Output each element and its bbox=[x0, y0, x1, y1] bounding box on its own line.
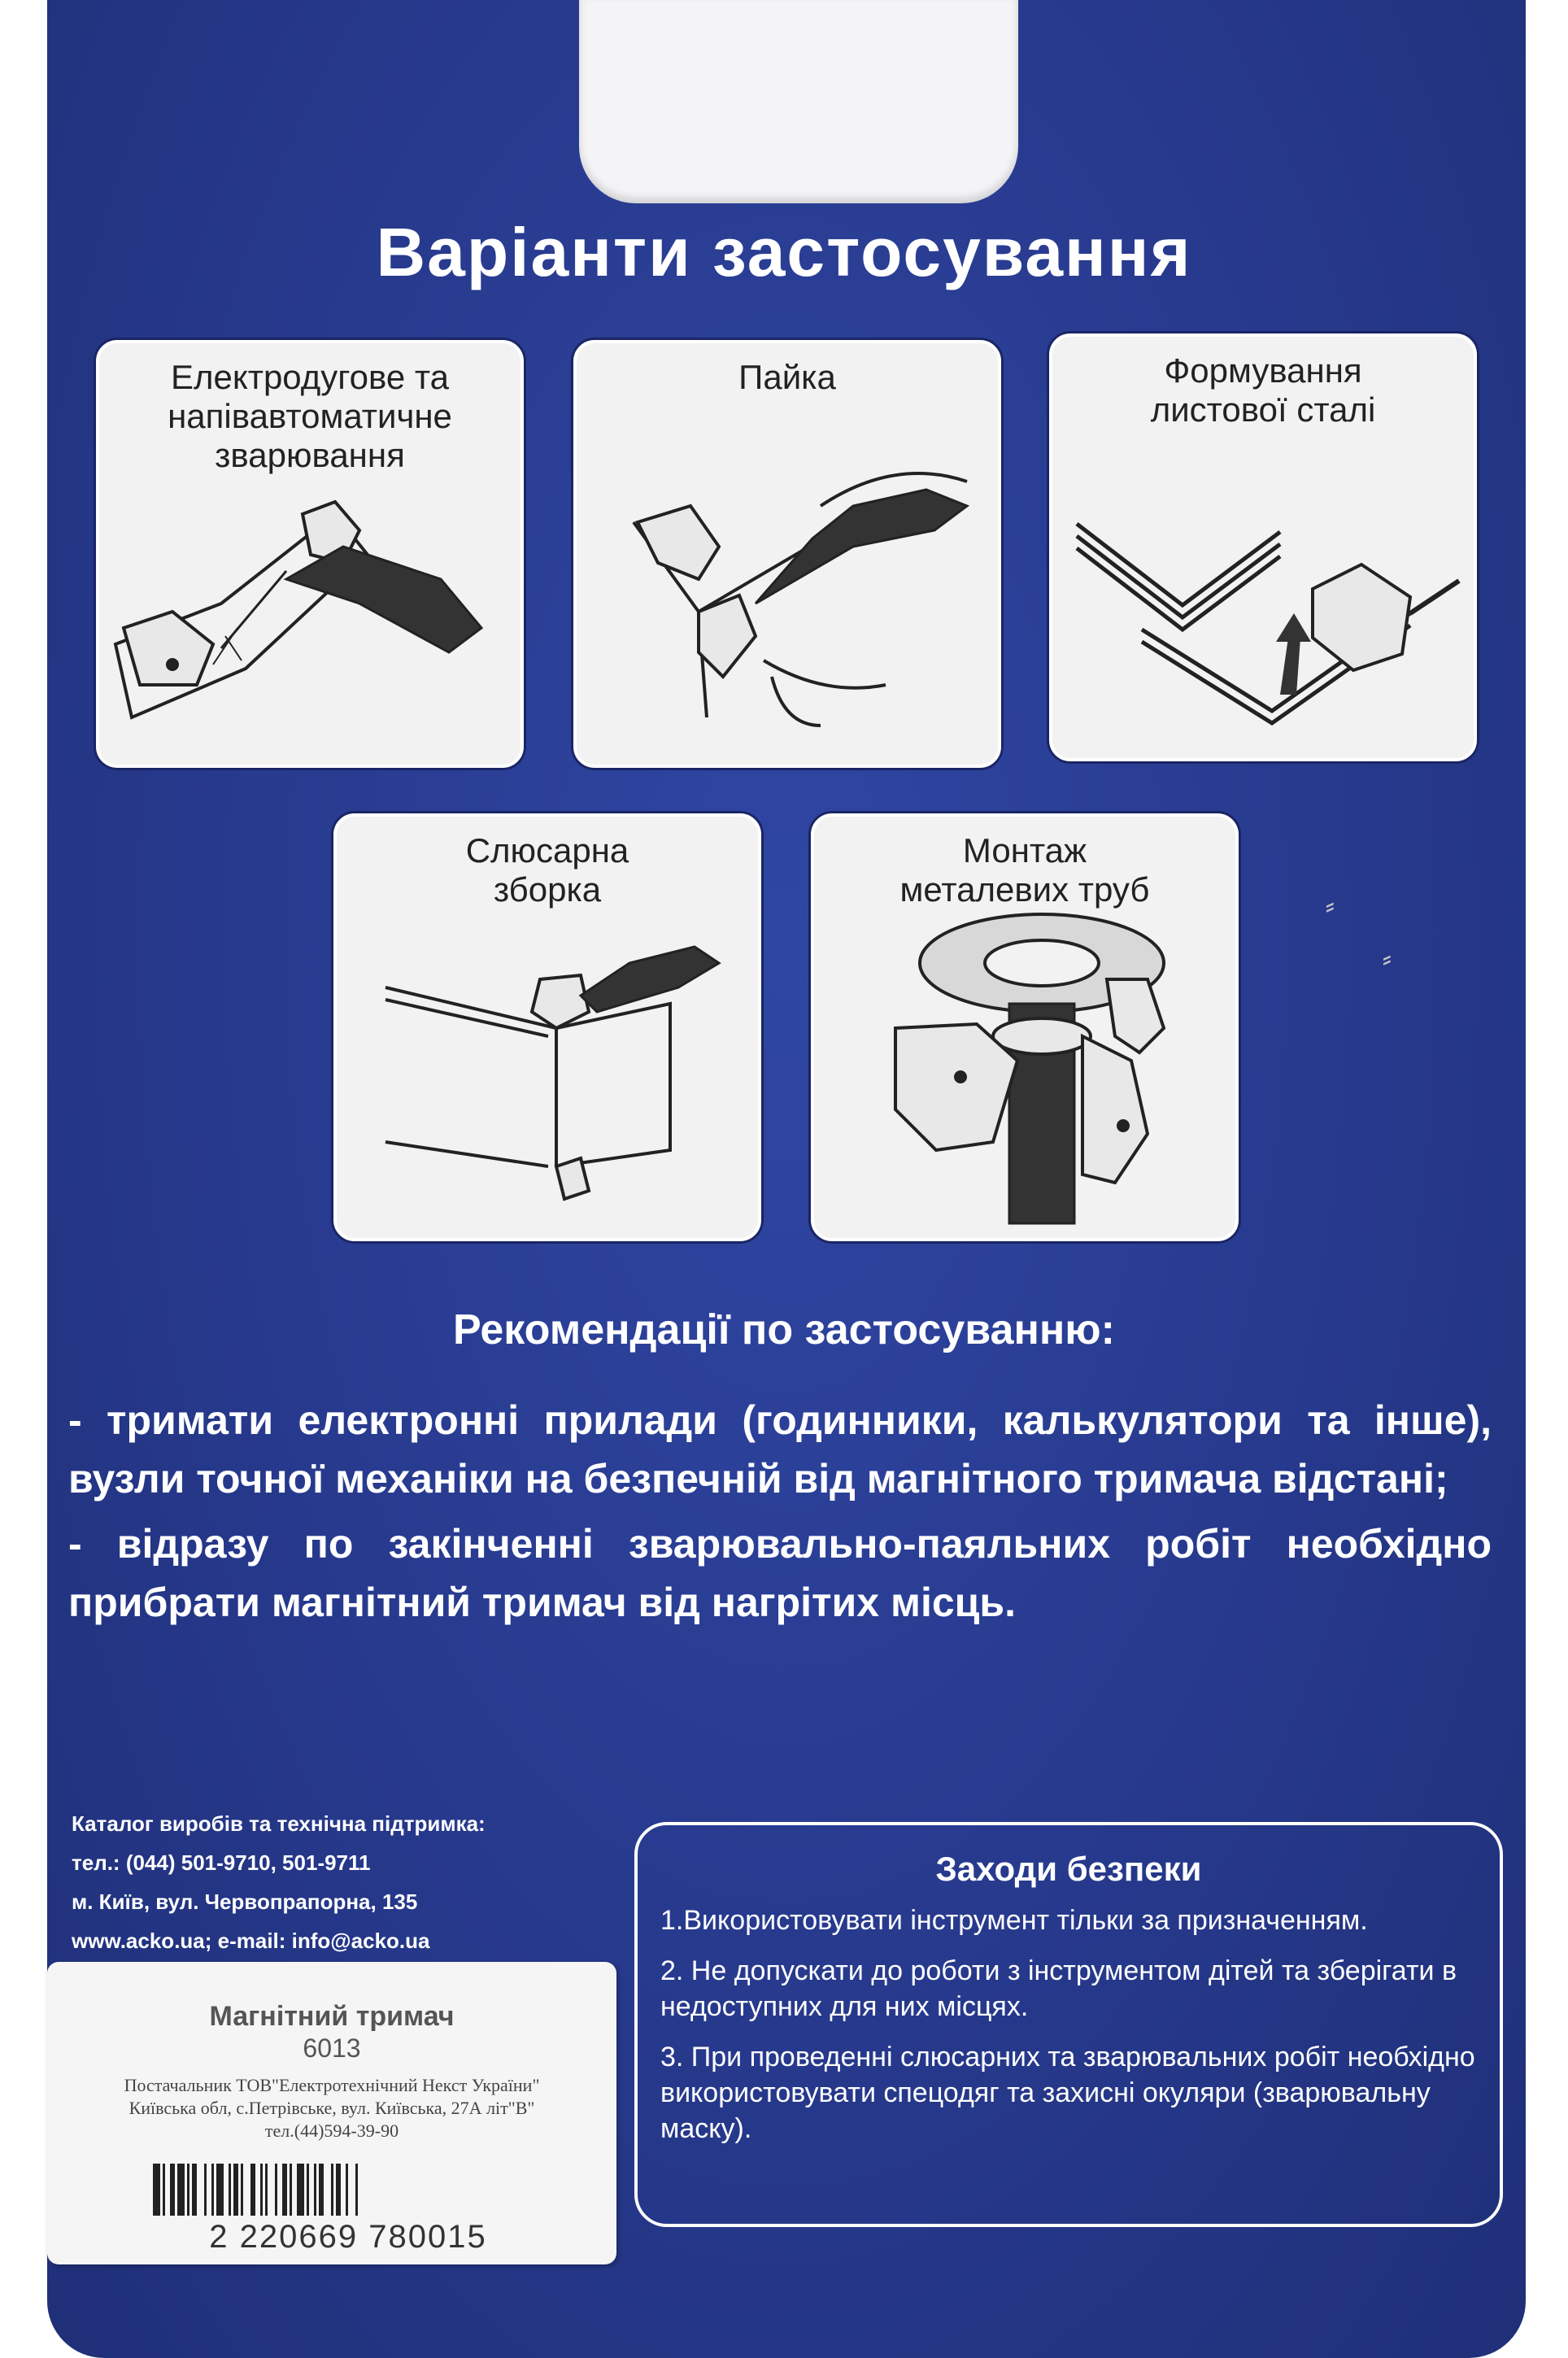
price-sticker bbox=[47, 1962, 616, 2264]
barcode-bar bbox=[204, 2164, 207, 2216]
barcode-bar bbox=[355, 2164, 358, 2216]
panel-soldering bbox=[573, 340, 1001, 768]
barcode-bar bbox=[163, 2164, 165, 2216]
barcode-bar bbox=[229, 2164, 231, 2216]
panel-assembly bbox=[333, 813, 761, 1241]
hang-hole bbox=[579, 0, 1018, 203]
contacts-address: м. Київ, вул. Червопрапорна, 135 bbox=[72, 1889, 418, 1914]
barcode-bar bbox=[187, 2164, 189, 2216]
supplier-info bbox=[47, 2074, 616, 2142]
assembly-illustration bbox=[337, 817, 758, 1238]
barcode-bar bbox=[275, 2164, 277, 2216]
safety-item: 3. При проведенні слюсарних та зварювальних робіт необхідно використовувати спецодяг та захисні окуляри (зварювальну маску). bbox=[660, 2042, 1475, 2144]
recommendations-title: Рекомендації по застосуванню: bbox=[453, 1306, 1115, 1353]
barcode-number: 2 220669 780015 bbox=[209, 2219, 487, 2255]
barcode-bar bbox=[177, 2164, 185, 2216]
barcode-icon bbox=[153, 2164, 543, 2216]
clip-icon: ⸗ bbox=[1326, 891, 1335, 920]
barcode-bar bbox=[260, 2164, 263, 2216]
panel-label: Формування листової сталі bbox=[1150, 351, 1376, 429]
supplier-line: Київська обл, с.Петрівське, вул. Київська, 27А літ"В" bbox=[128, 2098, 535, 2118]
safety-box bbox=[634, 1822, 1503, 2227]
welding-illustration bbox=[99, 343, 520, 765]
supplier-line: Постачальник ТОВ"Електротехнічний Некст України" bbox=[124, 2075, 540, 2095]
barcode-bar bbox=[282, 2164, 287, 2216]
product-code: 6013 bbox=[303, 2033, 361, 2063]
contacts-line: Каталог виробів та технічна підтримка: bbox=[72, 1811, 486, 1836]
panel-label: Електродугове та напівавтоматичне зварювання bbox=[168, 358, 452, 474]
supplier-line: тел.(44)594-39-90 bbox=[264, 2120, 399, 2141]
barcode-bar bbox=[211, 2164, 214, 2216]
clip-icon: ⸗ bbox=[1383, 944, 1392, 973]
contacts-web: www.acko.ua; e-mail: info@acko.ua bbox=[72, 1929, 430, 1953]
recommendations-list bbox=[68, 1391, 1492, 1638]
barcode-bar bbox=[192, 2164, 197, 2216]
barcode-bar bbox=[241, 2164, 243, 2216]
panel-label: Пайка bbox=[738, 358, 836, 396]
soldering-illustration bbox=[577, 343, 998, 765]
barcode-bar bbox=[233, 2164, 238, 2216]
barcode-bar bbox=[216, 2164, 224, 2216]
barcode-bar bbox=[297, 2164, 304, 2216]
barcode-bar bbox=[307, 2164, 309, 2216]
recommendation-item: - відразу по закінченні зварювально-паяльних робіт необхідно прибрати магнітний тримач від нагрітих місць. bbox=[68, 1521, 1492, 1625]
panel-pipe-assembly bbox=[811, 813, 1239, 1241]
barcode-bar bbox=[336, 2164, 341, 2216]
panel-label: Монтаж металевих труб bbox=[899, 831, 1150, 909]
contacts-block bbox=[72, 1804, 625, 1960]
sheet-forming-illustration bbox=[1052, 337, 1474, 758]
barcode-bar bbox=[290, 2164, 292, 2216]
barcode-bar bbox=[250, 2164, 255, 2216]
barcode-bar bbox=[314, 2164, 316, 2216]
barcode-bar bbox=[265, 2164, 268, 2216]
pipe-illustration bbox=[814, 817, 1235, 1238]
safety-item: 2. Не допускати до роботи з інструментом дітей та зберігати в недоступних для них місцях. bbox=[660, 1955, 1457, 2022]
contacts-phone: тел.: (044) 501-9710, 501-9711 bbox=[72, 1850, 371, 1875]
safety-list bbox=[660, 1903, 1480, 2161]
safety-title: Заходи безпеки bbox=[935, 1850, 1202, 1888]
recommendation-item: - тримати електронні прилади (годинники, калькулятори та інше), вузли точної механіки на безпечній від магнітного тримача відстані; bbox=[68, 1397, 1492, 1502]
barcode-bar bbox=[346, 2164, 348, 2216]
product-name: Магнітний тримач bbox=[209, 2001, 455, 2032]
safety-item: 1.Використовувати інструмент тільки за призначенням. bbox=[660, 1905, 1368, 1936]
panel-label: Слюсарна зборка bbox=[465, 831, 629, 909]
barcode-bar bbox=[319, 2164, 324, 2216]
panel-arc-welding bbox=[96, 340, 524, 768]
page-title: Варіанти застосування bbox=[376, 214, 1192, 290]
barcode-bar bbox=[153, 2164, 160, 2216]
panel-sheet-forming bbox=[1049, 333, 1477, 761]
barcode-bar bbox=[170, 2164, 175, 2216]
barcode-bar bbox=[331, 2164, 333, 2216]
